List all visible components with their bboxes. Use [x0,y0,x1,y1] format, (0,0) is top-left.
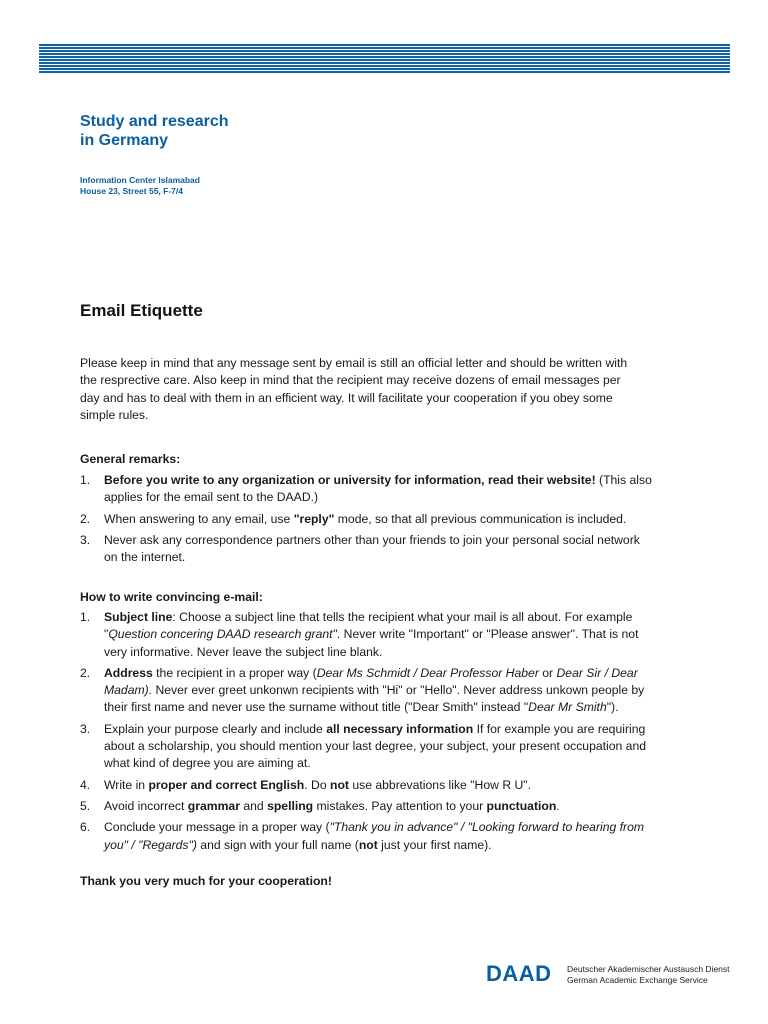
list-text-italic: Question concering DAAD research grant" [108,627,337,642]
list-number: 2. [80,665,91,680]
daad-logo: DAAD [486,961,552,986]
list-item [80,798,652,815]
list-item [80,721,652,773]
header-address-line2: House 23, Street 55, F-7/4 [80,186,183,196]
header-title [80,112,229,150]
list-text: use abbrevations like "How R U". [348,777,532,792]
list-item [80,472,652,507]
list-text: . Never write "Important" or "Please answer". That is not very informative. Never leave the subject line blank. [104,627,639,659]
list-item [80,777,652,794]
closing-text: Thank you very much for your cooperation! [80,874,332,888]
footer-organization [567,964,730,985]
list-number: 5. [80,798,91,813]
list-text: Explain your purpose clearly and include [104,721,327,736]
list-text: When answering to any email, use [104,511,294,526]
howto-list [80,609,652,854]
list-number: 3. [80,532,91,547]
list-number: 3. [80,721,91,736]
list-text-bold: proper and correct English [148,777,305,792]
footer-org-line2: German Academic Exchange Service [567,974,708,985]
list-text: . [556,798,560,813]
list-text: and [239,798,268,813]
general-remarks-heading: General remarks: [80,452,181,466]
list-text-bold: Before you write to any organization or university for information, read their website! [104,473,596,487]
list-text-bold: not [358,837,378,852]
general-remarks-list [80,472,652,566]
list-text: just your first name). [377,837,492,852]
list-item [80,609,652,661]
header-title-line1: Study and research [80,113,229,130]
list-text: (This also applies for the email sent to the DAAD.) [104,473,652,505]
intro-paragraph: Please keep in mind that any message sent by email is still an official letter and should be written with the resprective care. Also keep in mind that the recipient may receive dozens of email messages per day and has to deal with them in an efficient way. It will facilitate your cooperation if you obey some simple rules. [80,356,628,422]
list-text: and sign with your full name ( [196,837,359,852]
list-text-italic: "Thank you in advance" / "Looking forward to hearing from you" / "Regards") [104,820,645,852]
header-title-line2: in Germany [80,132,169,149]
list-number: 1. [80,473,91,487]
list-text: . Do [304,777,330,792]
list-text-italic: Dear Ms Schmidt / Dear Professor Haber [316,665,539,680]
list-item [80,532,652,567]
list-text-italic: Dear Sir / Dear Madam). [104,665,638,698]
list-text-bold: "reply" [293,511,335,526]
list-number: 1. [80,610,91,624]
header-stripe-band [39,44,730,73]
page-title: Email Etiquette [80,301,203,320]
list-text: or [538,665,557,680]
list-text: Write in [104,777,149,792]
list-text-bold: all necessary information [326,721,474,736]
list-text: Avoid incorrect [104,798,188,813]
list-item [80,511,652,528]
list-text: If for example you are requiring about a scholarship, you should mention your last degree, your subject, your present occupation and what kind of degree you are aiming at. [104,721,646,771]
list-text: : Choose a subject line that tells the recipient what your mail is all about. For example " [104,610,633,642]
howto-heading: How to write convincing e-mail: [80,590,263,604]
header-address-line1: Information Center Islamabad [80,175,200,185]
list-text: the recipient in a proper way ( [152,665,317,680]
list-text: Conclude your message in a proper way ( [104,820,330,835]
list-number: 4. [80,777,91,792]
list-text-italic: Dear Mr Smith [528,700,607,715]
list-text-bold: not [330,777,349,792]
list-number: 2. [80,511,91,526]
list-text: Never ask any correspondence partners other than your friends to join your personal social network on the internet. [104,532,640,565]
list-text: Never ever greet unkonwn recipients with "Hi" or "Hello". Never address unkown people by their first name and never use the surname without title ("Dear Smith" instead " [104,683,645,715]
list-number: 6. [80,820,91,835]
list-text: mistakes. Pay attention to your [313,798,487,813]
header-address [80,175,200,197]
list-text: mode, so that all previous communication is included. [334,511,627,526]
list-text-bold: punctuation [486,798,557,813]
list-text-bold: grammar [187,798,240,813]
list-text-bold: spelling [267,798,314,813]
list-item [80,665,652,717]
list-item [80,819,652,854]
list-text-bold: Subject line [104,610,173,624]
list-text: "). [606,700,619,715]
list-text-bold: Address [104,665,153,680]
footer-org-line1: Deutscher Akademischer Austausch Dienst [567,964,730,974]
